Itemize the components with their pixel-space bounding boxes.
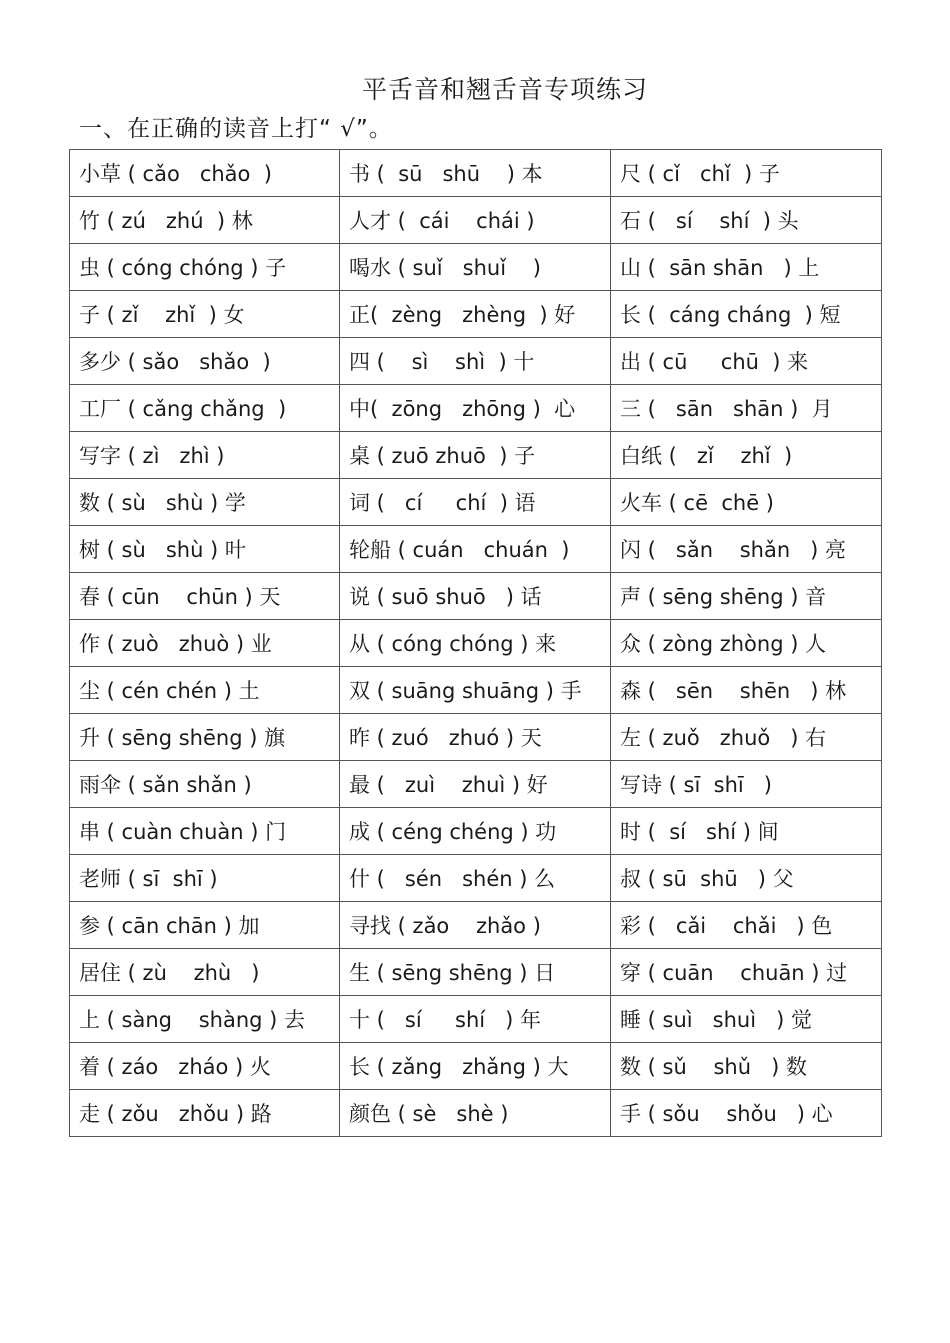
exercise-item[interactable]: 左 ( zuǒ zhuǒ ) 右 [611, 714, 882, 761]
exercise-item[interactable]: 时 ( sí shí ) 间 [611, 808, 882, 855]
exercise-item[interactable]: 轮船 ( cuán chuán ) [340, 526, 611, 573]
exercise-item[interactable]: 十 ( sí shí ) 年 [340, 996, 611, 1043]
exercise-item[interactable]: 老师 ( sī shī ) [70, 855, 340, 902]
table-row [70, 1090, 882, 1137]
exercise-item[interactable]: 昨 ( zuó zhuó ) 天 [340, 714, 611, 761]
exercise-item[interactable]: 串 ( cuàn chuàn ) 门 [70, 808, 340, 855]
instruction: 一、在正确的读音上打“ √”。 [79, 116, 393, 142]
exercise-item[interactable]: 写字 ( zì zhì ) [70, 432, 340, 479]
exercise-item[interactable]: 穿 ( cuān chuān ) 过 [611, 949, 882, 996]
exercise-item[interactable]: 手 ( sǒu shǒu ) 心 [611, 1090, 882, 1137]
exercise-item[interactable]: 什 ( sén shén ) 么 [340, 855, 611, 902]
exercise-item[interactable]: 居住 ( zù zhù ) [70, 949, 340, 996]
exercise-table-body [70, 150, 882, 1137]
exercise-item[interactable]: 四 ( sì shì ) 十 [340, 338, 611, 385]
table-row [70, 385, 882, 432]
table-row [70, 667, 882, 714]
table-row [70, 808, 882, 855]
exercise-item[interactable]: 火车 ( cē chē ) [611, 479, 882, 526]
exercise-item[interactable]: 双 ( suāng shuāng ) 手 [340, 667, 611, 714]
exercise-item[interactable]: 着 ( záo zháo ) 火 [70, 1043, 340, 1090]
exercise-item[interactable]: 山 ( sān shān ) 上 [611, 244, 882, 291]
exercise-table [69, 149, 882, 1137]
exercise-item[interactable]: 寻找 ( zǎo zhǎo ) [340, 902, 611, 949]
exercise-item[interactable]: 升 ( sēng shēng ) 旗 [70, 714, 340, 761]
exercise-item[interactable]: 数 ( sù shù ) 学 [70, 479, 340, 526]
exercise-item[interactable]: 子 ( zǐ zhǐ ) 女 [70, 291, 340, 338]
exercise-item[interactable]: 石 ( sí shí ) 头 [611, 197, 882, 244]
page-title: 平舌音和翘舌音专项练习 [361, 75, 648, 104]
table-row [70, 338, 882, 385]
exercise-item[interactable]: 虫 ( cóng chóng ) 子 [70, 244, 340, 291]
table-row [70, 996, 882, 1043]
exercise-item[interactable]: 春 ( cūn chūn ) 天 [70, 573, 340, 620]
exercise-item[interactable]: 说 ( suō shuō ) 话 [340, 573, 611, 620]
exercise-item[interactable]: 彩 ( cǎi chǎi ) 色 [611, 902, 882, 949]
exercise-item[interactable]: 上 ( sàng shàng ) 去 [70, 996, 340, 1043]
table-row [70, 197, 882, 244]
table-row [70, 855, 882, 902]
exercise-item[interactable]: 雨伞 ( sǎn shǎn ) [70, 761, 340, 808]
exercise-item[interactable]: 成 ( céng chéng ) 功 [340, 808, 611, 855]
exercise-item[interactable]: 正( zèng zhèng ) 好 [340, 291, 611, 338]
exercise-item[interactable]: 数 ( sǔ shǔ ) 数 [611, 1043, 882, 1090]
table-row [70, 1043, 882, 1090]
exercise-item[interactable]: 书 ( sū shū ) 本 [340, 150, 611, 197]
exercise-item[interactable]: 闪 ( sǎn shǎn ) 亮 [611, 526, 882, 573]
exercise-item[interactable]: 尺 ( cǐ chǐ ) 子 [611, 150, 882, 197]
exercise-item[interactable]: 睡 ( suì shuì ) 觉 [611, 996, 882, 1043]
exercise-item[interactable]: 小草 ( cǎo chǎo ) [70, 150, 340, 197]
exercise-item[interactable]: 长 ( cáng cháng ) 短 [611, 291, 882, 338]
exercise-item[interactable]: 走 ( zǒu zhǒu ) 路 [70, 1090, 340, 1137]
exercise-item[interactable]: 叔 ( sū shū ) 父 [611, 855, 882, 902]
exercise-item[interactable]: 写诗 ( sī shī ) [611, 761, 882, 808]
table-row [70, 949, 882, 996]
exercise-item[interactable]: 喝水 ( suǐ shuǐ ) [340, 244, 611, 291]
table-row [70, 526, 882, 573]
table-row [70, 432, 882, 479]
exercise-item[interactable]: 桌 ( zuō zhuō ) 子 [340, 432, 611, 479]
table-row [70, 150, 882, 197]
exercise-item[interactable]: 工厂 ( cǎng chǎng ) [70, 385, 340, 432]
table-row [70, 573, 882, 620]
exercise-item[interactable]: 众 ( zòng zhòng ) 人 [611, 620, 882, 667]
exercise-item[interactable]: 声 ( sēng shēng ) 音 [611, 573, 882, 620]
exercise-item[interactable]: 竹 ( zú zhú ) 林 [70, 197, 340, 244]
exercise-item[interactable]: 词 ( cí chí ) 语 [340, 479, 611, 526]
exercise-item[interactable]: 长 ( zǎng zhǎng ) 大 [340, 1043, 611, 1090]
table-row [70, 902, 882, 949]
exercise-item[interactable]: 参 ( cān chān ) 加 [70, 902, 340, 949]
exercise-item[interactable]: 颜色 ( sè shè ) [340, 1090, 611, 1137]
exercise-item[interactable]: 最 ( zuì zhuì ) 好 [340, 761, 611, 808]
exercise-item[interactable]: 作 ( zuò zhuò ) 业 [70, 620, 340, 667]
exercise-item[interactable]: 生 ( sēng shēng ) 日 [340, 949, 611, 996]
exercise-item[interactable]: 中( zōng zhōng ) 心 [340, 385, 611, 432]
table-row [70, 714, 882, 761]
exercise-item[interactable]: 树 ( sù shù ) 叶 [70, 526, 340, 573]
table-row [70, 479, 882, 526]
exercise-item[interactable]: 白纸 ( zǐ zhǐ ) [611, 432, 882, 479]
table-row [70, 761, 882, 808]
exercise-item[interactable]: 人才 ( cái chái ) [340, 197, 611, 244]
exercise-item[interactable]: 三 ( sān shān ) 月 [611, 385, 882, 432]
table-row [70, 620, 882, 667]
exercise-item[interactable]: 从 ( cóng chóng ) 来 [340, 620, 611, 667]
table-row [70, 291, 882, 338]
exercise-item[interactable]: 出 ( cū chū ) 来 [611, 338, 882, 385]
table-row [70, 244, 882, 291]
exercise-item[interactable]: 多少 ( sǎo shǎo ) [70, 338, 340, 385]
exercise-item[interactable]: 尘 ( cén chén ) 土 [70, 667, 340, 714]
exercise-item[interactable]: 森 ( sēn shēn ) 林 [611, 667, 882, 714]
